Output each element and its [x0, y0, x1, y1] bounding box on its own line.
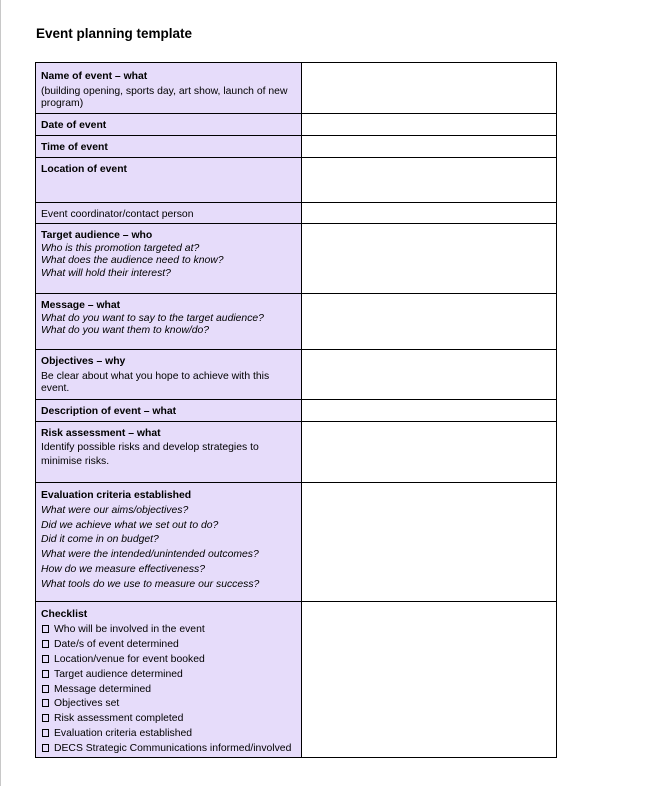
- question-evaluation-6: What tools do we use to measure our success?: [41, 578, 260, 590]
- text-coordinator: Event coordinator/contact person: [41, 209, 194, 220]
- checkbox-icon[interactable]: [42, 699, 49, 707]
- checklist-item-label: Objectives set: [54, 698, 120, 710]
- checklist-item: [41, 697, 296, 712]
- checklist-item-label: Date/s of event determined: [54, 638, 179, 650]
- question-target-audience-2: What does the audience need to know?: [41, 255, 224, 267]
- label-time: [36, 136, 302, 158]
- event-planning-table: [35, 62, 557, 758]
- row-evaluation: [36, 483, 557, 602]
- text-objectives: Be clear about what you hope to achieve with this event.: [41, 370, 270, 395]
- question-evaluation-5: How do we measure effectiveness?: [41, 563, 206, 575]
- checkbox-icon[interactable]: [42, 744, 49, 752]
- field-risk-assessment[interactable]: [302, 422, 557, 483]
- field-time[interactable]: [302, 136, 557, 158]
- heading-time: Time of event: [41, 142, 108, 153]
- checkbox-icon[interactable]: [42, 640, 49, 648]
- field-message[interactable]: [302, 294, 557, 350]
- note-name-of-event: (building opening, sports day, art show, launch of new program): [41, 85, 288, 110]
- checklist-item: [41, 683, 296, 698]
- row-description: [36, 400, 557, 422]
- checklist-item-label: Risk assessment completed: [54, 713, 184, 725]
- checklist-item-label: DECS Strategic Communications informed/involved: [54, 743, 292, 755]
- checklist-item: [41, 623, 296, 638]
- row-coordinator: [36, 203, 557, 224]
- field-target-audience[interactable]: [302, 224, 557, 294]
- row-name-of-event: [36, 63, 557, 114]
- heading-risk-assessment: Risk assessment – what: [41, 428, 161, 439]
- field-checklist[interactable]: [302, 602, 557, 758]
- question-evaluation-3: Did it come in on budget?: [41, 534, 159, 546]
- heading-message: Message – what: [41, 300, 121, 311]
- label-objectives: [36, 350, 302, 400]
- checklist-item-label: Location/venue for event booked: [54, 653, 205, 665]
- field-evaluation[interactable]: [302, 483, 557, 602]
- field-date[interactable]: [302, 114, 557, 136]
- label-evaluation: [36, 483, 302, 602]
- checkbox-icon[interactable]: [42, 625, 49, 633]
- heading-date: Date of event: [41, 120, 107, 131]
- field-location[interactable]: [302, 158, 557, 203]
- field-coordinator[interactable]: [302, 203, 557, 224]
- checklist-item: [41, 653, 296, 668]
- row-checklist: [36, 602, 557, 758]
- checklist-item-label: Target audience determined: [54, 668, 183, 680]
- checkbox-icon[interactable]: [42, 655, 49, 663]
- checklist-item: [41, 742, 296, 757]
- checklist-item: [41, 638, 296, 653]
- checkbox-icon[interactable]: [42, 670, 49, 678]
- heading-description: Description of event – what: [41, 406, 177, 417]
- heading-name-of-event: Name of event – what: [41, 71, 148, 82]
- question-target-audience-1: Who is this promotion targeted at?: [41, 242, 200, 254]
- row-date: [36, 114, 557, 136]
- field-objectives[interactable]: [302, 350, 557, 400]
- label-message: [36, 294, 302, 350]
- label-date: [36, 114, 302, 136]
- label-coordinator: [36, 203, 302, 224]
- question-evaluation-2: Did we achieve what we set out to do?: [41, 519, 219, 531]
- checklist-item: [41, 668, 296, 683]
- checkbox-icon[interactable]: [42, 685, 49, 693]
- row-location: [36, 158, 557, 203]
- row-objectives: [36, 350, 557, 400]
- checkbox-icon[interactable]: [42, 729, 49, 737]
- label-location: [36, 158, 302, 203]
- row-target-audience: [36, 224, 557, 294]
- field-description[interactable]: [302, 400, 557, 422]
- heading-checklist: Checklist: [41, 609, 88, 620]
- heading-target-audience: Target audience – who: [41, 230, 153, 241]
- label-checklist: [36, 602, 302, 758]
- checkbox-icon[interactable]: [42, 714, 49, 722]
- question-message-2: What do you want them to know/do?: [41, 325, 210, 337]
- checklist-item-label: Who will be involved in the event: [54, 623, 205, 635]
- label-description: [36, 400, 302, 422]
- question-message-1: What do you want to say to the target audience?: [41, 312, 264, 324]
- row-risk-assessment: [36, 422, 557, 483]
- checklist-item-label: Message determined: [54, 683, 152, 695]
- question-target-audience-3: What will hold their interest?: [41, 268, 171, 280]
- question-evaluation-1: What were our aims/objectives?: [41, 504, 189, 516]
- page-edge-rule: [0, 0, 1, 786]
- label-target-audience: [36, 224, 302, 294]
- heading-location: Location of event: [41, 164, 128, 175]
- label-risk-assessment: [36, 422, 302, 483]
- checklist-item: [41, 712, 296, 727]
- question-evaluation-4: What were the intended/unintended outcomes?: [41, 549, 259, 561]
- field-name-of-event[interactable]: [302, 63, 557, 114]
- document-title: Event planning template: [36, 26, 193, 41]
- row-message: [36, 294, 557, 350]
- text-risk-line-1: Identify possible risks and develop strategies to: [41, 441, 259, 453]
- heading-objectives: Objectives – why: [41, 356, 126, 367]
- checklist-item-label: Evaluation criteria established: [54, 728, 193, 740]
- row-time: [36, 136, 557, 158]
- heading-evaluation: Evaluation criteria established: [41, 490, 192, 501]
- checklist-item: [41, 727, 296, 742]
- label-name-of-event: [36, 63, 302, 114]
- text-risk-line-2: minimise risks.: [41, 456, 110, 468]
